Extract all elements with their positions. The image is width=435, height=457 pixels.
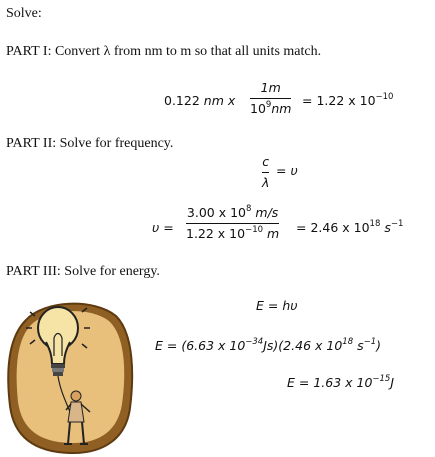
eq1-fraction: 1m $10^9nm$ (250, 80, 292, 116)
eq6: E = 1.63 x $10^{-15}J$ (287, 374, 395, 390)
eq3-rhs: = 2.46 x $10^{18}$ $s^{-1}$ (296, 219, 404, 235)
solve-heading: Solve: (6, 6, 42, 21)
eq3-fraction: 3.00 x $10^8$ m/s 1.22 x $10^{-10}$ m (186, 204, 280, 241)
eq2-rhs: = υ (276, 163, 298, 178)
eq4: E = hυ (256, 298, 298, 313)
eq5: E = (6.63 x $10^{-34}Js)(2.46$ x $10^{18}$ $s^{-1}$) (155, 337, 382, 353)
eq1-rhs: = 1.22 x $10^{-10}$ (302, 92, 394, 108)
part-3-heading: PART III: Solve for energy. (6, 264, 160, 279)
eq2-fraction: c λ (262, 154, 270, 190)
part-1-heading: PART I: Convert λ from nm to m so that all units match. (6, 44, 322, 59)
eq3-lhs: υ = (152, 220, 174, 235)
part-2-heading: PART II: Solve for frequency. (6, 136, 174, 151)
eq1-lhs: 0.122 nm x (164, 93, 236, 108)
lightbulb-idea-illustration (6, 298, 136, 456)
